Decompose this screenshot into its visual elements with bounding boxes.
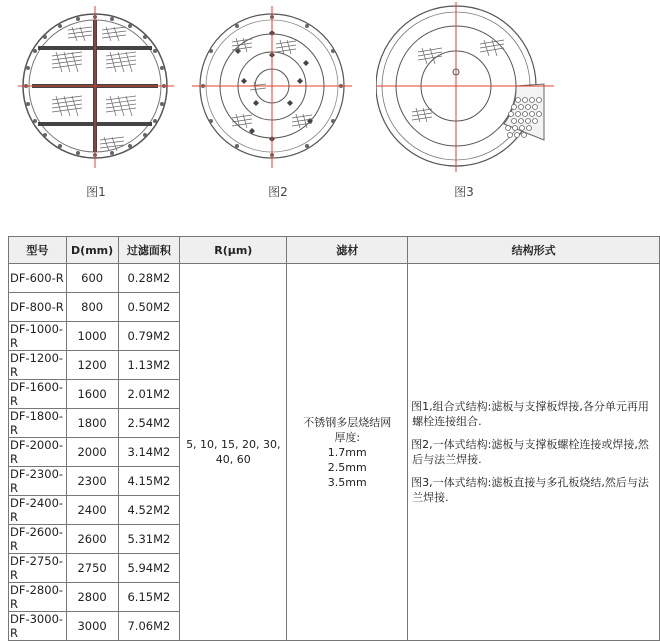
figure-2 — [192, 0, 352, 170]
figure-1-drawing — [18, 0, 174, 170]
header-diameter: D(mm) — [66, 237, 118, 264]
structure-line: 图2,一体式结构:滤板与支撑板螺栓连接或焊接,然后与法兰焊接. — [411, 438, 649, 466]
cell-area: 0.50M2 — [118, 293, 180, 322]
cell-diameter: 1000 — [66, 322, 118, 351]
figure-3 — [376, 0, 554, 175]
cell-model: DF-1800-R — [9, 409, 67, 438]
material-line: 3.5mm — [327, 475, 367, 489]
table-row — [9, 264, 660, 293]
structure-line: 图1,组合式结构:滤板与支撑板焊接,各分单元再用螺栓连接组合. — [411, 400, 649, 428]
cell-diameter: 800 — [66, 293, 118, 322]
header-filter-area: 过滤面积 — [118, 237, 180, 264]
cell-model: DF-2400-R — [9, 496, 67, 525]
spec-table — [8, 236, 660, 641]
cell-r-values: 5, 10, 15, 20, 30, 40, 60 — [180, 264, 287, 641]
cell-diameter: 3000 — [66, 612, 118, 641]
cell-area: 4.15M2 — [118, 467, 180, 496]
cell-area: 6.15M2 — [118, 583, 180, 612]
figure-1-caption: 图1 — [86, 185, 106, 199]
figures-area — [0, 0, 660, 205]
cell-area: 0.28M2 — [118, 264, 180, 293]
figure-3-drawing — [376, 0, 554, 175]
cell-model: DF-1200-R — [9, 351, 67, 380]
cell-area: 2.01M2 — [118, 380, 180, 409]
cell-diameter: 2000 — [66, 438, 118, 467]
header-material: 滤材 — [287, 237, 408, 264]
cell-area: 5.94M2 — [118, 554, 180, 583]
material-line: 2.5mm — [327, 460, 367, 474]
cell-model: DF-2800-R — [9, 583, 67, 612]
cell-area: 5.31M2 — [118, 525, 180, 554]
cell-diameter: 1200 — [66, 351, 118, 380]
material-line: 厚度: — [334, 430, 361, 444]
cell-model: DF-2300-R — [9, 467, 67, 496]
cell-area: 1.13M2 — [118, 351, 180, 380]
structure-line: 图3,一体式结构:滤板直接与多孔板烧结,然后与法兰焊接. — [411, 476, 649, 504]
cell-model: DF-600-R — [9, 264, 67, 293]
cell-area: 7.06M2 — [118, 612, 180, 641]
cell-model: DF-1000-R — [9, 322, 67, 351]
cell-area: 3.14M2 — [118, 438, 180, 467]
table-header-row — [9, 237, 660, 264]
cell-diameter: 2400 — [66, 496, 118, 525]
cell-model: DF-2600-R — [9, 525, 67, 554]
header-r: R(μm) — [180, 237, 287, 264]
cell-diameter: 1600 — [66, 380, 118, 409]
cell-model: DF-1600-R — [9, 380, 67, 409]
cell-model: DF-800-R — [9, 293, 67, 322]
figure-2-drawing — [192, 0, 352, 170]
cell-diameter: 600 — [66, 264, 118, 293]
cell-model: DF-2750-R — [9, 554, 67, 583]
cell-model: DF-2000-R — [9, 438, 67, 467]
cell-material — [287, 264, 408, 641]
cell-diameter: 2800 — [66, 583, 118, 612]
cell-structure — [408, 264, 660, 641]
material-line: 不锈钢多层烧结网 — [303, 415, 392, 429]
header-model: 型号 — [9, 237, 67, 264]
cell-area: 0.79M2 — [118, 322, 180, 351]
cell-diameter: 2750 — [66, 554, 118, 583]
cell-area: 4.52M2 — [118, 496, 180, 525]
cell-model: DF-3000-R — [9, 612, 67, 641]
figure-3-caption: 图3 — [454, 185, 474, 199]
cell-diameter: 2600 — [66, 525, 118, 554]
cell-diameter: 1800 — [66, 409, 118, 438]
cell-area: 2.54M2 — [118, 409, 180, 438]
figure-2-caption: 图2 — [268, 185, 288, 199]
material-line: 1.7mm — [327, 445, 367, 459]
cell-diameter: 2300 — [66, 467, 118, 496]
header-structure: 结构形式 — [408, 237, 660, 264]
figure-1 — [18, 0, 174, 170]
